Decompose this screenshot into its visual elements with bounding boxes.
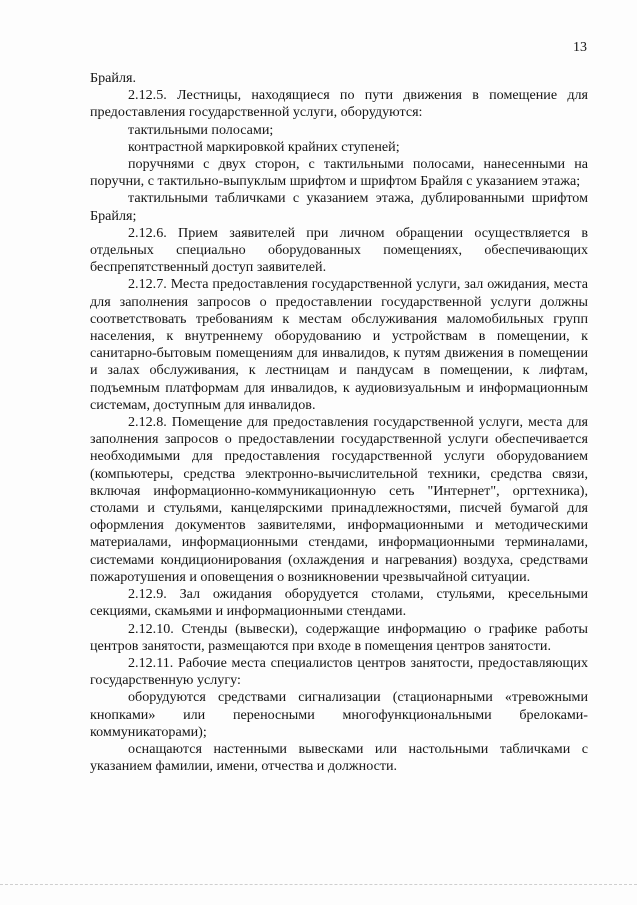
scan-edge-line [0,884,637,885]
paragraph-2-12-5-a: тактильными полосами; [128,121,274,138]
paragraph-2-12-5-c: поручнями с двух сторон, с тактильными полосами, нанесенными на поручни, с тактильно-выпуклым шрифтом и шрифтом Брайля с указанием этажа; [90,156,588,190]
page-number: 13 [573,40,587,55]
paragraph-2-12-8: 2.12.8. Помещение для предоставления государственной услуги, места для заполнения запросов о предоставлении государственной услуги обеспечивается необходимыми для предоставления государственной услуги оборудованием (компьютеры, средства электронно-вычислительной техники, средства связи, включая информационно-коммуникационную сеть "Интернет", оргтехника), столами и стульями, канцелярскими принадлежностями, писчей бумагой для оформления документов заявителями, информационными и методическими материалами, информационными стендами, информационными терминалами, системами кондиционирования (охлаждения и нагревания) воздуха, средствами пожаротушения и оповещения о возникновении чрезвычайной ситуации. [90,414,588,585]
document-body [90,70,588,775]
paragraph-2-12-9: 2.12.9. Зал ожидания оборудуется столами, стульями, кресельными секциями, скамьями и информационными стендами. [90,586,588,620]
paragraph-brajlya: Брайля. [90,70,136,86]
paragraph-2-12-5-d: тактильными табличками с указанием этажа, дублированными шрифтом Брайля; [90,190,588,224]
paragraph-2-12-5-b: контрастной маркировкой крайних ступеней; [128,138,400,155]
paragraph-2-12-7: 2.12.7. Места предоставления государственной услуги, зал ожидания, места для заполнения запросов о предоставлении государственной услуги должны соответствовать требованиям к местам обслуживания маломобильных групп населения, к внутреннему оборудованию и устройствам в помещении, к санитарно-бытовым помещениям для инвалидов, к путям движения в помещении и залах обслуживания, к лестницам и пандусам в помещении, к лифтам, подъемным платформам для инвалидов, к аудиовизуальным и информационным системам, доступным для инвалидов. [90,276,588,413]
paragraph-2-12-6: 2.12.6. Прием заявителей при личном обращении осуществляется в отдельных специально оборудованных помещениях, обеспечивающих беспрепятственный доступ заявителей. [90,224,588,276]
paragraph-2-12-11: 2.12.11. Рабочие места специалистов центров занятости, предоставляющих государственную услугу: [90,654,588,689]
paragraph-2-12-10: 2.12.10. Стенды (вывески), содержащие информацию о графике работы центров занятости, размещаются при входе в помещения центров занятости. [90,620,588,654]
paragraph-2-12-5: 2.12.5. Лестницы, находящиеся по пути движения в помещение для предоставления государственной услуги, оборудуются: [90,87,588,121]
paragraph-2-12-11-b: оснащаются настенными вывесками или настольными табличками с указанием фамилии, имени, отчества и должности. [90,740,588,775]
paragraph-2-12-11-a: оборудуются средствами сигнализации (стационарными «тревожными кнопками» или переносными многофункциональными брелоками-коммуникаторами); [90,689,588,740]
